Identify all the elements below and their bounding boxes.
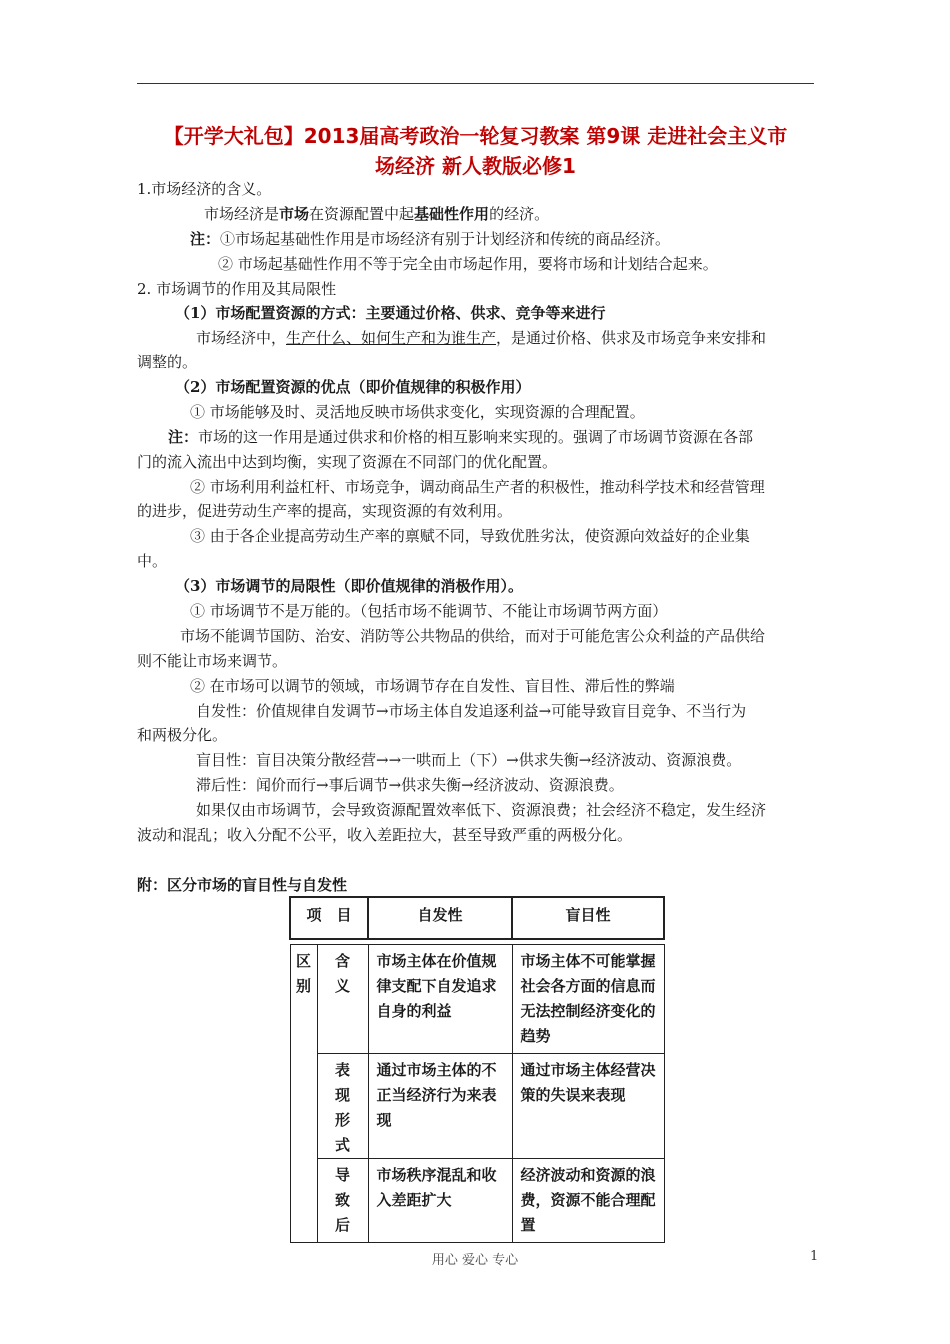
subsection-3-heading: （3）市场调节的局限性（即价值规律的消极作用）。 xyxy=(175,577,523,595)
limitation-1-detail: 市场不能调节国防、治安、消防等公共物品的供给，而对于可能危害公众利益的产品供给 xyxy=(180,627,766,645)
document-title-line-2: 场经济 新人教版必修1 xyxy=(375,154,576,178)
page-number: 1 xyxy=(810,1249,819,1264)
table-cell-zifa: 通过市场主体的不正当经济行为来表现 xyxy=(368,1053,512,1158)
conclusion: 如果仅由市场调节，会导致资源配置效率低下、资源浪费；社会经济不稳定，发生经济 xyxy=(196,801,767,819)
advantage-2: ② 市场利用利益杠杆、市场竞争，调动商品生产者的积极性，推动科学技术和经营管理 xyxy=(190,478,765,496)
section-1-note-1: 注：①市场起基础性作用是市场经济有别于计划经济和传统的商品经济。 xyxy=(190,230,671,248)
advantage-3: ③ 由于各企业提高劳动生产率的禀赋不同，导致优胜劣汰，使资源向效益好的企业集 xyxy=(190,527,750,545)
advantage-note: 注：市场的这一作用是通过供求和价格的相互影响来实现的。强调了市场调节资源在各部 xyxy=(168,428,754,446)
table-cell-mangmu: 市场主体不可能掌握社会各方面的信息而无法控制经济变化的趋势 xyxy=(512,944,664,1053)
advantage-3-cont: 中。 xyxy=(137,552,168,570)
document-title-line-1: 【开学大礼包】2013届高考政治一轮复习教案 第9课 走进社会主义市 xyxy=(163,124,788,148)
header-rule xyxy=(137,83,814,84)
lag: 滞后性：闻价而行→事后调节→供求失衡→经济波动、资源浪费。 xyxy=(196,776,624,794)
appendix-heading: 附：区分市场的盲目性与自发性 xyxy=(137,876,348,894)
table-cell-mangmu: 通过市场主体经营决策的失误来表现 xyxy=(512,1053,664,1158)
table-header-mangmu: 盲目性 xyxy=(512,897,664,939)
table-group-label: 区别 xyxy=(290,944,317,1242)
footer-text: 用心 爱心 专心 xyxy=(431,1253,519,1268)
table-cell-zifa: 市场主体在价值规律支配下自发追求自身的利益 xyxy=(368,944,512,1053)
spontaneity: 自发性：价值规律自发调节→市场主体自发追逐利益→可能导致盲目竞争、不当行为 xyxy=(196,702,747,720)
table-header-zifa: 自发性 xyxy=(368,897,512,939)
table-header-item: 项 目 xyxy=(290,897,368,939)
section-1-heading: 1.市场经济的含义。 xyxy=(137,180,272,198)
advantage-1: ① 市场能够及时、灵活地反映市场供求变化，实现资源的合理配置。 xyxy=(190,403,645,421)
conclusion-cont: 波动和混乱；收入分配不公平，收入差距拉大，甚至导致严重的两极分化。 xyxy=(137,826,633,844)
subsection-1-heading: （1）市场配置资源的方式：主要通过价格、供求、竞争等来进行 xyxy=(175,304,606,322)
comparison-table xyxy=(289,896,665,1243)
table-row xyxy=(290,1158,664,1242)
subsection-2-heading: （2）市场配置资源的优点（即价值规律的积极作用） xyxy=(175,378,531,396)
section-2-heading: 2. 市场调节的作用及其局限性 xyxy=(137,280,337,298)
paragraph-market-economy-cont: 调整的。 xyxy=(137,353,198,371)
table-row xyxy=(290,944,664,1053)
table-cell-mangmu: 经济波动和资源的浪费，资源不能合理配置 xyxy=(512,1158,664,1242)
section-1-definition: 市场经济是市场在资源配置中起基础性作用的经济。 xyxy=(204,205,550,223)
limitation-2: ② 在市场可以调节的领域，市场调节存在自发性、盲目性、滞后性的弊端 xyxy=(190,677,675,695)
advantage-note-cont: 门的流入流出中达到均衡，实现了资源在不同部门的优化配置。 xyxy=(137,453,558,471)
section-1-note-2: ② 市场起基础性作用不等于完全由市场起作用，要将市场和计划结合起来。 xyxy=(218,255,718,273)
spontaneity-cont: 和两极分化。 xyxy=(137,726,228,744)
table-row-label: 表现形式 xyxy=(317,1053,368,1158)
blindness: 盲目性：盲目决策分散经营→→一哄而上（下）→供求失衡→经济波动、资源浪费。 xyxy=(196,751,742,769)
table-row-label: 含义 xyxy=(317,944,368,1053)
table-cell-zifa: 市场秩序混乱和收入差距扩大 xyxy=(368,1158,512,1242)
limitation-1-detail-cont: 则不能让市场来调节。 xyxy=(137,652,288,670)
paragraph-market-economy: 市场经济中，生产什么、如何生产和为谁生产，是通过价格、供求及市场竞争来安排和 xyxy=(196,329,767,347)
table-row xyxy=(290,1053,664,1158)
limitation-1: ① 市场调节不是万能的。（包括市场不能调节、不能让市场调节两方面） xyxy=(190,602,668,620)
table-header-row xyxy=(290,897,664,939)
advantage-2-cont: 的进步，促进劳动生产率的提高，实现资源的有效利用。 xyxy=(137,502,513,520)
table-row-label: 导致后 xyxy=(317,1158,368,1242)
